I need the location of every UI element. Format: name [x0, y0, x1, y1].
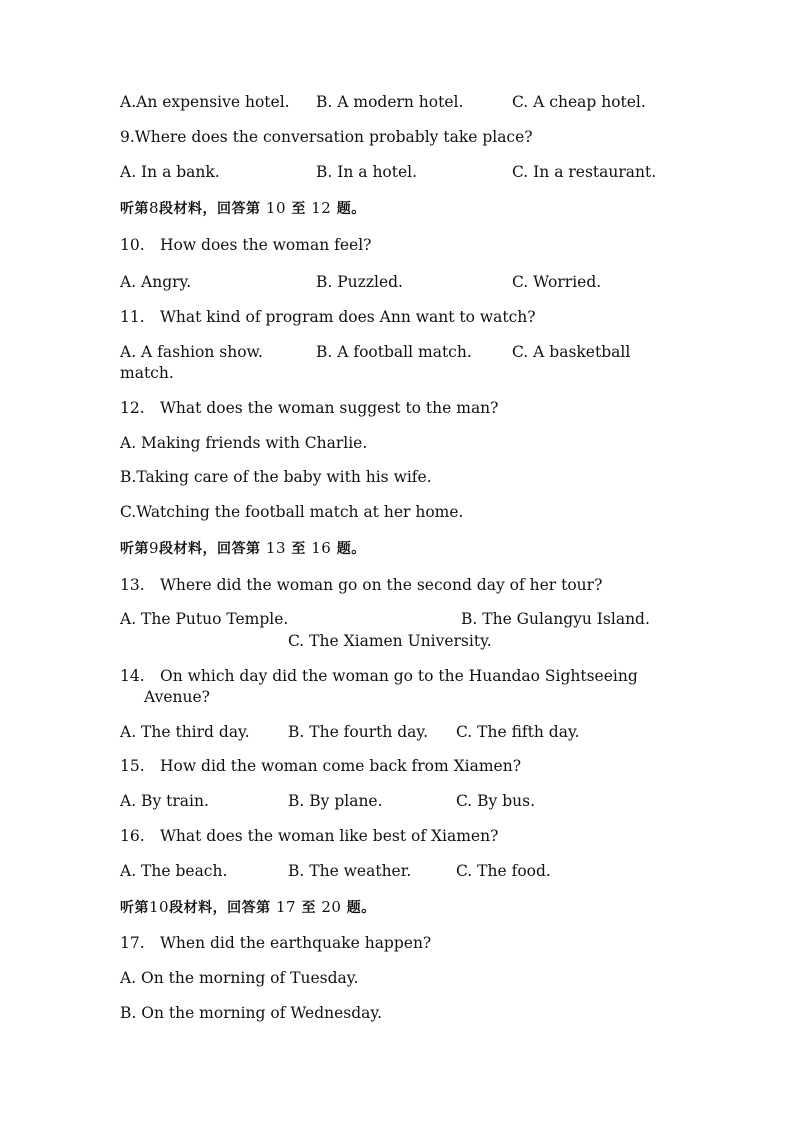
- q14-option-a: A. The third day.: [120, 723, 250, 741]
- q10-option-c: C. Worried.: [512, 273, 602, 291]
- q13-question: 13. Where did the woman go on the second day of her tour?: [120, 576, 603, 594]
- q13-option-a: A. The Putuo Temple.: [120, 610, 289, 628]
- q14-option-b: B. The fourth day.: [288, 723, 429, 741]
- q9-question: 9.Where does the conversation probably take place?: [120, 128, 533, 146]
- q9-option-b: B. In a hotel.: [316, 163, 418, 181]
- section-heading-10: 听第10段材料，回答第 17 至 20 题。: [120, 898, 376, 916]
- q15-option-a: A. By train.: [120, 792, 209, 810]
- q15-question: 15. How did the woman come back from Xiamen?: [120, 757, 522, 775]
- q9-option-c: C. In a restaurant.: [512, 163, 657, 181]
- q12-option-a: A. Making friends with Charlie.: [120, 434, 368, 452]
- q17-question: 17. When did the earthquake happen?: [120, 934, 432, 952]
- q16-option-a: A. The beach.: [120, 862, 228, 880]
- q14-question-wrap: Avenue?: [144, 688, 210, 706]
- q15-option-b: B. By plane.: [288, 792, 383, 810]
- q16-option-c: C. The food.: [456, 862, 551, 880]
- q11-option-c-wrap: match.: [120, 364, 174, 382]
- q10-question: 10. How does the woman feel?: [120, 236, 372, 254]
- q14-option-c: C. The fifth day.: [456, 723, 580, 741]
- q11-option-a: A. A fashion show.: [120, 343, 263, 361]
- section-heading-8: 听第8段材料，回答第 10 至 12 题。: [120, 199, 366, 217]
- q17-option-a: A. On the morning of Tuesday.: [120, 969, 359, 987]
- q12-question: 12. What does the woman suggest to the man?: [120, 399, 499, 417]
- q13-option-b: B. The Gulangyu Island.: [461, 610, 650, 628]
- q8-option-b: B. A modern hotel.: [316, 93, 464, 111]
- q10-option-b: B. Puzzled.: [316, 273, 403, 291]
- q9-option-a: A. In a bank.: [120, 163, 220, 181]
- q8-option-a: A.An expensive hotel.: [120, 93, 290, 111]
- q10-option-a: A. Angry.: [120, 273, 192, 291]
- q14-question: 14. On which day did the woman go to the Huandao Sightseeing: [120, 667, 638, 685]
- q11-question: 11. What kind of program does Ann want to watch?: [120, 308, 536, 326]
- q16-question: 16. What does the woman like best of Xiamen?: [120, 827, 499, 845]
- q16-option-b: B. The weather.: [288, 862, 412, 880]
- q12-option-c: C.Watching the football match at her home.: [120, 503, 464, 521]
- q15-option-c: C. By bus.: [456, 792, 536, 810]
- q17-option-b: B. On the morning of Wednesday.: [120, 1004, 383, 1022]
- q13-option-c: C. The Xiamen University.: [288, 632, 492, 650]
- q8-option-c: C. A cheap hotel.: [512, 93, 646, 111]
- q11-option-c: C. A basketball: [512, 343, 631, 361]
- q12-option-b: B.Taking care of the baby with his wife.: [120, 468, 432, 486]
- section-heading-9: 听第9段材料，回答第 13 至 16 题。: [120, 539, 366, 557]
- q11-option-b: B. A football match.: [316, 343, 472, 361]
